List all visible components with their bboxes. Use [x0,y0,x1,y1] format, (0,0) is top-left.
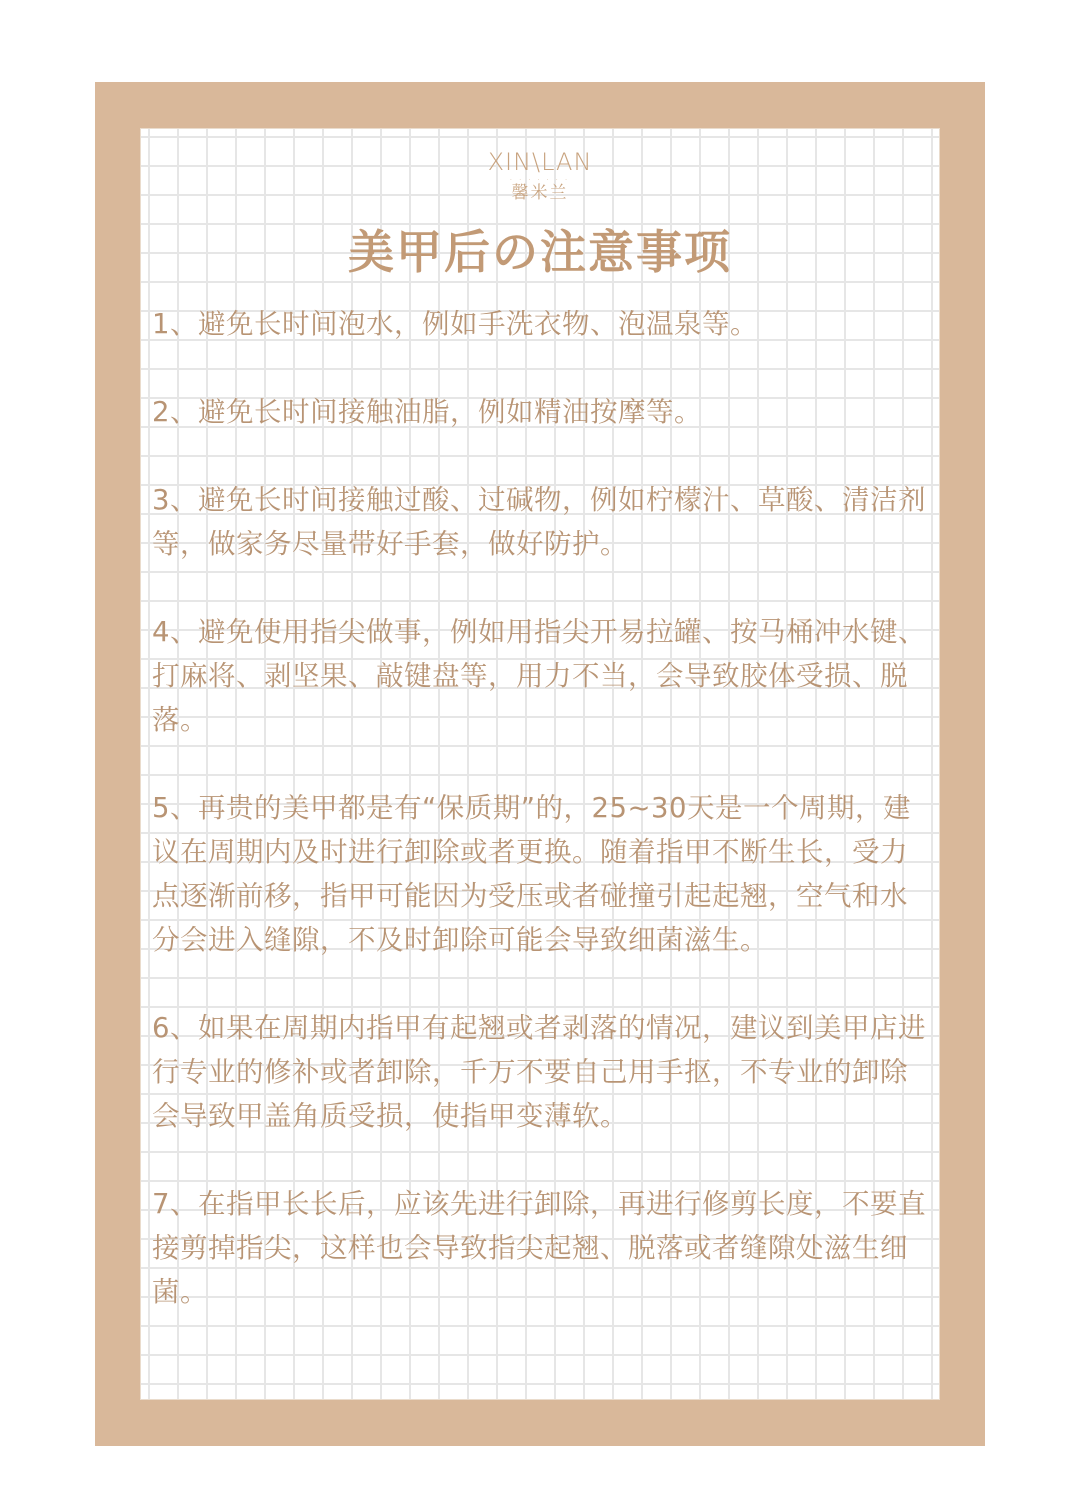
tip-item-1: 1、避免长时间泡水，例如手洗衣物、泡温泉等。 [152,308,758,340]
grid-paper-card [140,128,940,1400]
tip-item-2: 2、避免长时间接触油脂，例如精油按摩等。 [152,396,702,428]
tip-item-4: 4、避免使用指尖做事，例如用指尖开易拉罐、按马桶冲水键、打麻将、剥坚果、敲键盘等，用力不当，会导致胶体受损、脱落。 [152,616,926,736]
logo-wordmark: XIN\LAN [487,148,593,176]
page-title: 美甲后の注意事项 [348,225,732,279]
tip-item-6: 6、如果在周期内指甲有起翘或者剥落的情况，建议到美甲店进行专业的修补或者卸除，千万不要自己用手抠，不专业的卸除会导致甲盖角质受损，使指甲变薄软。 [152,1012,926,1132]
logo-subline: · · · · · · · [510,177,570,183]
tip-item-5: 5、再贵的美甲都是有“保质期”的，25~30天是一个周期，建议在周期内及时进行卸除或者更换。随着指甲不断生长，受力点逐渐前移，指甲可能因为受压或者碰撞引起起翘，空气和水分会进入缝隙，不及时卸除可能会导致细菌滋生。 [152,792,912,956]
brand-logo [140,148,940,203]
tip-item-7: 7、在指甲长长后，应该先进行卸除，再进行修剪长度，不要直接剪掉指尖，这样也会导致指尖起翘、脱落或者缝隙处滋生细菌。 [152,1188,926,1308]
tip-item-3: 3、避免长时间接触过酸、过碱物，例如柠檬汁、草酸、清洁剂等，做家务尽量带好手套，做好防护。 [152,484,926,560]
logo-chinese-name: 馨米兰 [511,183,569,203]
care-tips-list [152,302,932,1314]
